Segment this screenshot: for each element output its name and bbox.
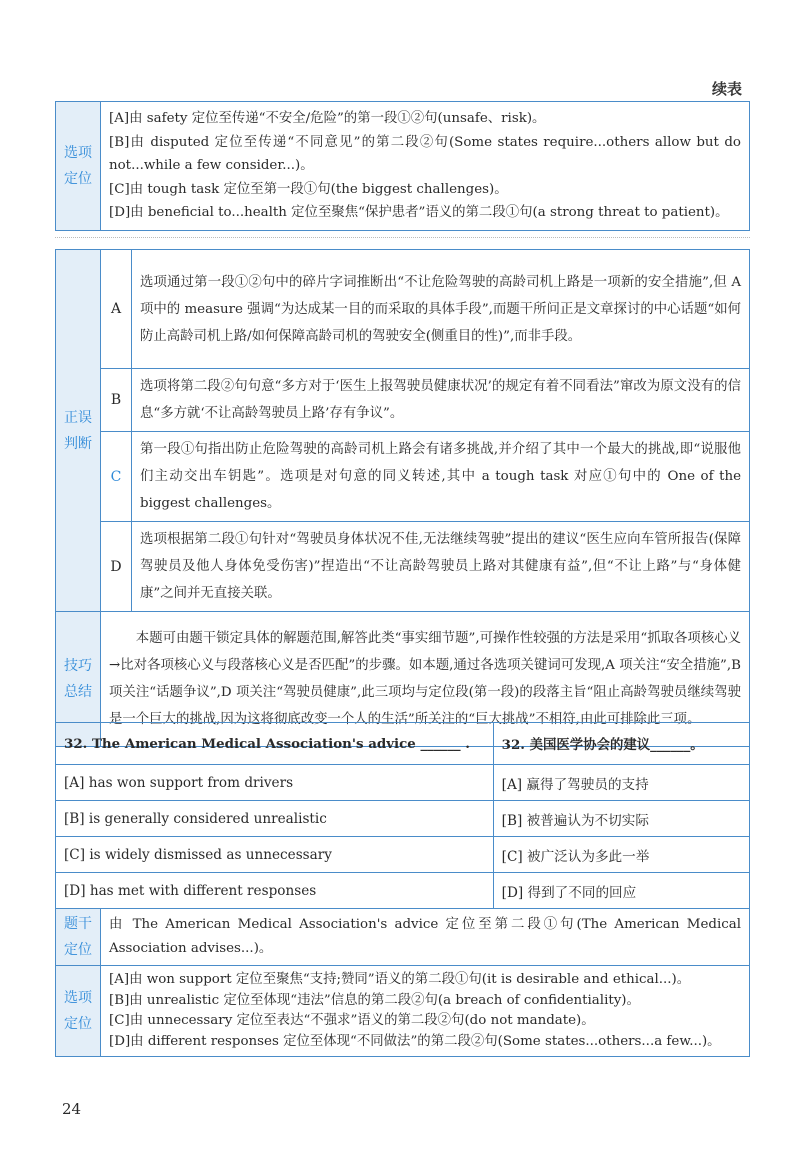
judgement-text: 选项将第二段②句句意“多方对于‘医生上报驾驶员健康状况’的规定有着不同看法”窜改为原文没有的信息“多方就‘不让高龄驾驶员上路’存有争议”。: [132, 369, 750, 432]
question-32-table: [55, 722, 750, 1057]
location-line: [A]由 won support 定位至聚焦“支持;赞同”语义的第二段①句(it is desirable and ethical...)。: [109, 972, 691, 987]
label-line: 定位: [64, 1016, 92, 1032]
label-line: 技巧: [64, 658, 92, 674]
label-line: 定位: [64, 170, 92, 187]
divider: [55, 237, 750, 238]
judgement-text: 选项通过第一段①②句中的碎片字词推断出“不让危险驾驶的高龄司机上路是一项新的安全措施”,但 A 项中的 measure 强调“为达成某一目的而采取的具体手段”,而题干所问正是文章探讨的中心话题“如何防止高龄司机上路/如何保障高龄司机的驾驶安全(侧重目的性)”,而非手段。: [132, 250, 750, 369]
label-line: 选项: [64, 144, 92, 161]
option-letter: A: [101, 250, 132, 369]
location-line: [A]由 safety 定位至传递“不安全/危险”的第一段①②句(unsafe、risk)。: [109, 111, 546, 126]
location-line: [D]由 different responses 定位至体现“不同做法”的第二段②句(Some states...others...a few...)。: [109, 1033, 721, 1049]
option-zh: [D] 得到了不同的回应: [493, 873, 749, 909]
section-label: [56, 250, 101, 612]
stem-location: 由 The American Medical Association's advice 定位至第二段①句(The American Medical Association advises...)。: [101, 909, 750, 966]
judgement-text: 选项根据第二段①句针对“驾驶员身体状况不佳,无法继续驾驶”提出的建议“医生应向车管所报告(保障驾驶员及他人身体免受伤害)”捏造出“不让高龄驾驶员上路对其健康有益”,但“不让上路”与“身体健康”之间并无直接关联。: [132, 522, 750, 612]
location-line: [C]由 unnecessary 定位至表达“不强求”语义的第二段②句(do not mandate)。: [109, 1013, 595, 1028]
section-label: [56, 966, 101, 1057]
option-zh: [A] 赢得了驾驶员的支持: [493, 765, 749, 801]
option-en: [D] has met with different responses: [56, 873, 494, 909]
label-line: 定位: [64, 942, 92, 958]
location-line: [B]由 unrealistic 定位至体现“违法”信息的第二段②句(a breach of confidentiality)。: [109, 992, 640, 1008]
location-line: [D]由 beneficial to...health 定位至聚焦“保护患者”语义的第二段①句(a strong threat to patient)。: [109, 205, 729, 220]
option-location-lines: [101, 966, 750, 1057]
label-line: 判断: [64, 435, 92, 452]
label-line: 总结: [64, 684, 92, 700]
option-zh: [C] 被广泛认为多此一举: [493, 837, 749, 873]
option-en: [C] is widely dismissed as unnecessary: [56, 837, 494, 873]
continued-label: 续表: [711, 80, 742, 98]
section-label: [56, 909, 101, 966]
option-letter: D: [101, 522, 132, 612]
option-en: [B] is generally considered unrealistic: [56, 801, 494, 837]
tips-summary: 本题可由题干锁定具体的解题范围,解答此类“事实细节题”,可操作性较强的方法是采用“抓取各项核心义→比对各项核心义与段落核心义是否匹配”的步骤。如本题,通过各选项关键词可发现,A 项关注“安全措施”,B 项关注“话题争议”,D 项关注“驾驶员健康”,此三项均与定位段(第一段)的段落主旨“阻止高龄驾驶员继续驾驶是一个巨大的挑战,因为这将彻底改变一个人的生活”所关注的“巨大挑战”不相符,由此可排除此三项。: [101, 612, 750, 747]
section-label: [56, 102, 101, 231]
question-en: 32. The American Medical Association's advice ______ .: [56, 723, 494, 765]
location-line: [C]由 tough task 定位至第一段①句(the biggest challenges)。: [109, 181, 508, 197]
question-zh: 32. 美国医学协会的建议______。: [493, 723, 749, 765]
judgement-table: [55, 249, 750, 747]
option-zh: [B] 被普遍认为不切实际: [493, 801, 749, 837]
label-line: 题干: [64, 916, 92, 932]
location-line: [B]由 disputed 定位至传递“不同意见”的第二段②句(Some states require...others allow but do not...while a few consider...)。: [109, 134, 741, 173]
page-number: 24: [62, 1100, 82, 1118]
label-line: 正误: [64, 409, 92, 426]
label-line: 选项: [64, 990, 92, 1006]
option-en: [A] has won support from drivers: [56, 765, 494, 801]
option-letter-correct: C: [101, 432, 132, 522]
option-location-table: [55, 101, 750, 231]
judgement-text: 第一段①句指出防止危险驾驶的高龄司机上路会有诸多挑战,并介绍了其中一个最大的挑战,即“说服他们主动交出车钥匙”。选项是对句意的同义转述,其中 a tough task 对应①句中的 One of the biggest challenges。: [132, 432, 750, 522]
option-letter: B: [101, 369, 132, 432]
